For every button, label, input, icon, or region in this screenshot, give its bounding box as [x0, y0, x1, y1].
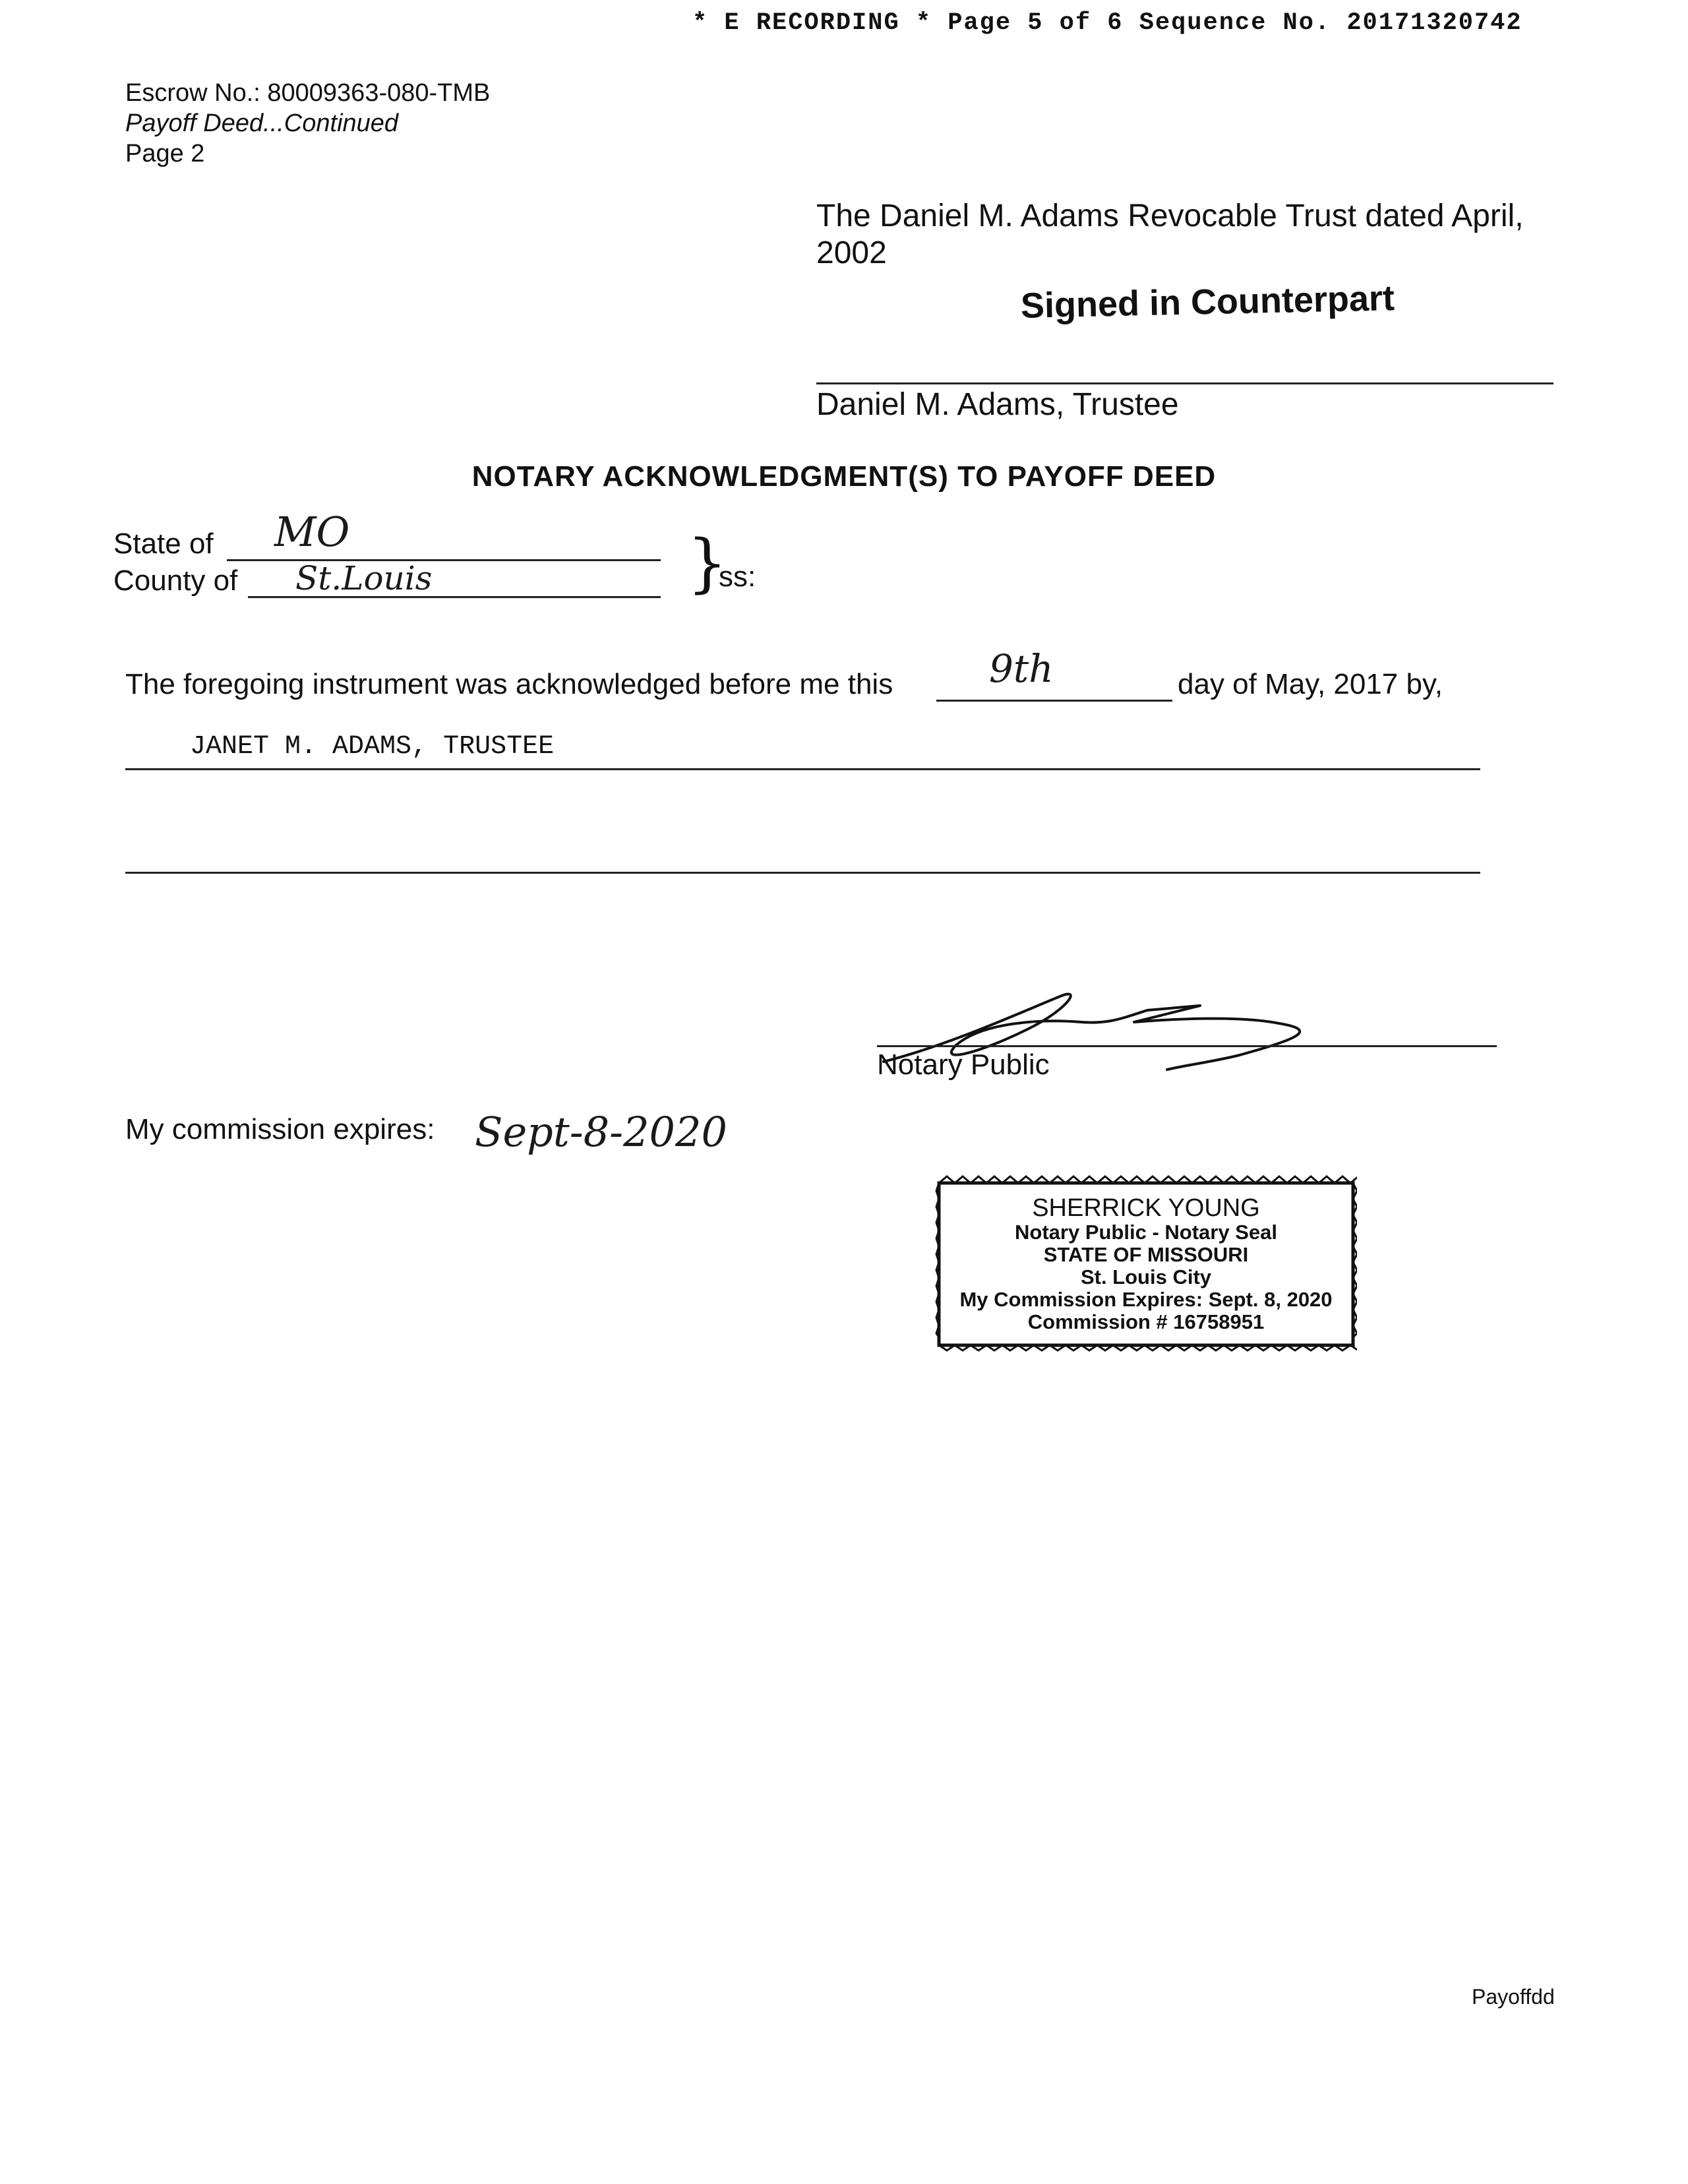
state-label: State of [113, 528, 214, 560]
counterpart-stamp: Signed in Counterpart [1020, 278, 1395, 326]
commission-label: My commission expires: [125, 1113, 435, 1145]
county-value: St.Louis [295, 559, 433, 597]
trust-name: The Daniel M. Adams Revocable Trust dated April, 2002 [816, 198, 1524, 270]
signer-name: JANET M. ADAMS, TRUSTEE [190, 732, 555, 762]
seal-line-1: Notary Public - Notary Seal [1015, 1221, 1277, 1244]
acknowledgment-text: The foregoing instrument was acknowledged before me this [125, 668, 893, 700]
day-field-line [936, 700, 1172, 702]
seal-line-2: STATE OF MISSOURI [1043, 1243, 1249, 1266]
brace-icon: } [687, 526, 728, 600]
seal-notary-name: SHERRICK YOUNG [1032, 1194, 1260, 1222]
escrow-block [125, 78, 490, 169]
notary-signature-line [877, 1045, 1497, 1047]
day-value: 9th [989, 646, 1054, 691]
acknowledgment-date-text: day of May, 2017 by, [1178, 668, 1443, 700]
notary-seal [935, 1175, 1357, 1352]
county-label: County of [113, 564, 238, 597]
seal-line-3: St. Louis City [1080, 1265, 1212, 1289]
page-number: Page 2 [125, 140, 205, 167]
trustee-signature-line [816, 382, 1553, 384]
footer-code: Payoffdd [1472, 1985, 1555, 2009]
notary-public-label: Notary Public [877, 1048, 1050, 1081]
seal-line-4: My Commission Expires: Sept. 8, 2020 [959, 1288, 1333, 1311]
notary-heading: NOTARY ACKNOWLEDGMENT(S) TO PAYOFF DEED [471, 460, 1217, 493]
escrow-number: Escrow No.: 80009363-080-TMB [125, 79, 491, 107]
trustee-name: Daniel M. Adams, Trustee [816, 387, 1179, 422]
signer-line-1 [125, 768, 1480, 770]
commission-value: Sept-8-2020 [475, 1108, 727, 1156]
deed-continued-label: Payoff Deed...Continued [125, 109, 399, 137]
signer-line-2 [125, 872, 1480, 874]
seal-line-5: Commission # 16758951 [1027, 1310, 1265, 1333]
state-value: MO [274, 508, 350, 556]
state-field-line [227, 559, 661, 561]
ss-label: ss: [719, 561, 756, 593]
recording-header: * E RECORDING * Page 5 of 6 Sequence No. 20171320742 [692, 9, 1522, 37]
